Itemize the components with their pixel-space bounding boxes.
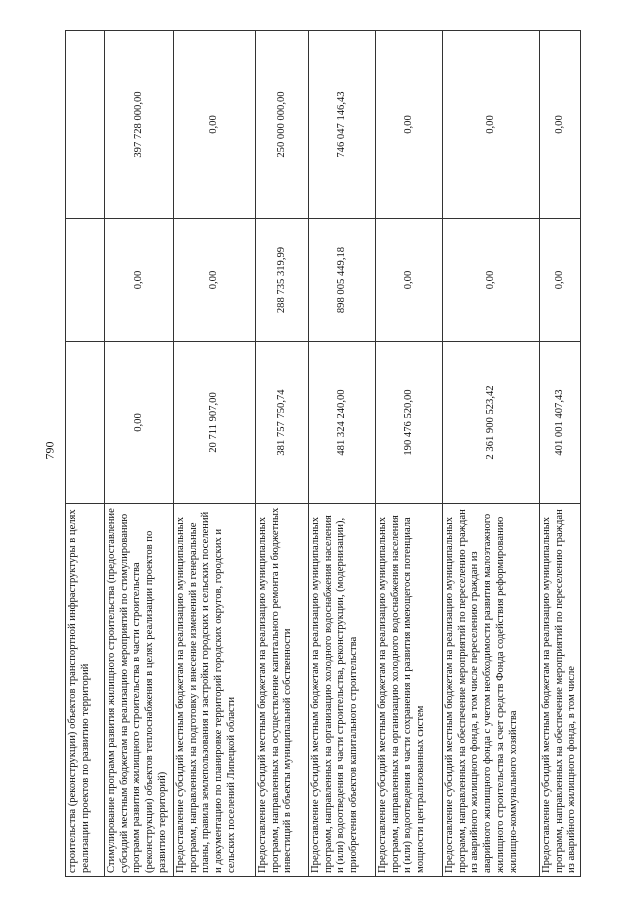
page-number: 790	[42, 441, 57, 460]
rotated-table-container	[65, 31, 576, 877]
row-description: Предоставление субсидий местным бюджетам на реализацию муниципальных программ, направленных на обеспечение мероприятий по переселению граждан из аварийного жилищного фонда, в том числе переселению граждан из аварийного жилищного фонда с учетом необходимости развития малоэтажного жилищного строительства за счет средств Фонда содействия реформированию жилищно-коммунального хозяйства	[443, 504, 540, 877]
value-year-2: 288 735 319,99	[256, 219, 309, 342]
row-description: Предоставление субсидий местным бюджетам на реализацию муниципальных программ, направленных на организацию холодного водоснабжения населения и (или) водоотведения в части сохранения и развития имеющегося потенциала мощности централизованных систем	[376, 504, 443, 877]
value-year-2: 0,00	[540, 219, 581, 342]
value-year-3: 0,00	[540, 31, 581, 219]
value-year-2: 0,00	[443, 219, 540, 342]
value-year-3: 0,00	[174, 31, 256, 219]
row-description: Предоставление субсидий местным бюджетам на реализацию муниципальных программ, направленных на осуществление капитального ремонта и бюджетных инвестиций в объекты муниципальной собственности	[256, 504, 309, 877]
row-description: строительства (реконструкции) объектов транспортной инфраструктуры в целях реализации проектов по развитию территорий	[66, 504, 105, 877]
value-year-1: 401 001 407,43	[540, 342, 581, 504]
value-year-3: 0,00	[443, 31, 540, 219]
row-description: Предоставление субсидий местным бюджетам на реализацию муниципальных программ, направленных на организацию холодного водоснабжения населения и (или) водоотведения в части строительства, реконструкции, (модернизации), приобретения объектов капитального строительства	[309, 504, 376, 877]
value-year-1: 190 476 520,00	[376, 342, 443, 504]
value-year-2: 0,00	[105, 219, 174, 342]
table-row	[376, 31, 443, 877]
budget-table	[65, 30, 581, 877]
value-year-1: 0,00	[105, 342, 174, 504]
value-year-3: 0,00	[376, 31, 443, 219]
row-description: Предоставление субсидий местным бюджетам на реализацию муниципальных программ, направленных на подготовку и внесение изменений в генеральные планы, правила землепользования и застройки городских и сельских поселений и документацию по планировке территорий городских округов, городских и сельских поселений Липецкой области	[174, 504, 256, 877]
table-row	[443, 31, 540, 877]
row-description: Стимулирование программ развития жилищного строительства (предоставление субсидий местным бюджетам на реализацию мероприятий по стимулированию программ развития жилищного строительства в части строительства (реконструкции) объектов теплоснабжения в целях реализации проектов по развитию территорий)	[105, 504, 174, 877]
value-year-1: 2 361 900 523,42	[443, 342, 540, 504]
value-year-3: 250 000 000,00	[256, 31, 309, 219]
row-description: Предоставление субсидий местным бюджетам на реализацию муниципальных программ, направленных на обеспечение мероприятий по переселению граждан из аварийного жилищного фонда, в том числе	[540, 504, 581, 877]
table-row	[105, 31, 174, 877]
value-year-2	[66, 219, 105, 342]
value-year-2: 898 005 449,18	[309, 219, 376, 342]
table-row	[174, 31, 256, 877]
value-year-1: 20 711 907,00	[174, 342, 256, 504]
value-year-1	[66, 342, 105, 504]
value-year-3	[66, 31, 105, 219]
table-row	[540, 31, 581, 877]
value-year-3: 397 728 000,00	[105, 31, 174, 219]
value-year-3: 746 047 146,43	[309, 31, 376, 219]
value-year-2: 0,00	[376, 219, 443, 342]
table-row	[309, 31, 376, 877]
value-year-1: 381 757 750,74	[256, 342, 309, 504]
table-row	[66, 31, 105, 877]
value-year-1: 481 324 240,00	[309, 342, 376, 504]
value-year-2: 0,00	[174, 219, 256, 342]
table-row	[256, 31, 309, 877]
